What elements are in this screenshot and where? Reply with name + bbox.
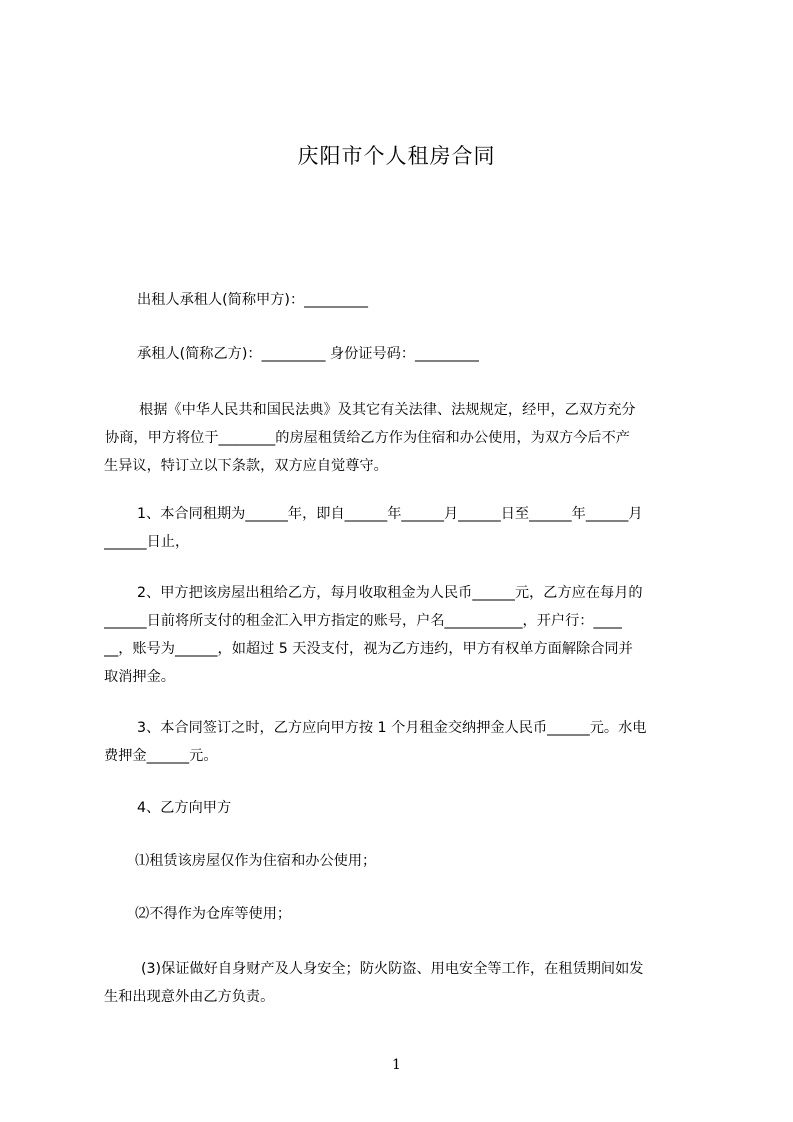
preamble-line: 根据《中华人民共和国民法典》及其它有关法律、法规规定，经甲，乙双方充分 bbox=[139, 402, 636, 418]
lessor-text: 出租人承租人(简称甲方)：_________ bbox=[137, 292, 368, 308]
clause-4-item-2-text: ⑵不得作为仓库等使用； bbox=[135, 906, 292, 922]
clause-2-line: __，账号为______，如超过 5 天没支付，视为乙方违约，甲方有权单方面解除合同并 bbox=[104, 641, 633, 657]
preamble-line: 生异议，特订立以下条款，双方应自觉尊守。 bbox=[104, 458, 388, 474]
clause-4-item-2 bbox=[135, 900, 739, 928]
clause-2-line: 取消押金。 bbox=[104, 669, 175, 685]
document-title: 庆阳市个人租房合同 bbox=[297, 144, 496, 168]
clause-4-item-1-text: ⑴租赁该房屋仅作为住宿和办公使用； bbox=[135, 853, 377, 869]
preamble-paragraph bbox=[104, 396, 708, 480]
clause-4-heading bbox=[137, 794, 741, 822]
clause-3 bbox=[104, 714, 708, 770]
clause-1 bbox=[104, 500, 708, 556]
clause-1-line: 1、本合同租期为______年，即自______年______月______日至______年______月 bbox=[137, 506, 643, 522]
clause-4-item-3-line: (3)保证做好自身财产及人身安全；防火防盗、用电安全等工作，在租赁期间如发 bbox=[141, 961, 644, 977]
clause-2-line: ______日前将所支付的租金汇入甲方指定的账号，户名___________，开户行：____ bbox=[104, 613, 622, 629]
clause-4-item-3-line: 生和出现意外由乙方负责。 bbox=[104, 989, 275, 1005]
lessor-line bbox=[137, 286, 741, 314]
clause-3-line: 费押金______元。 bbox=[104, 748, 218, 764]
preamble-line: 协商，甲方将位于________的房屋租赁给乙方作为住宿和办公使用，为双方今后不产 bbox=[105, 430, 630, 446]
clause-4-item-1 bbox=[135, 847, 739, 875]
clause-2 bbox=[104, 579, 708, 691]
clause-4-item-3 bbox=[104, 955, 708, 1011]
page-number: 1 bbox=[392, 1057, 401, 1073]
lessee-text: 承租人(简称乙方)：_________ 身份证号码：_________ bbox=[137, 346, 479, 362]
clause-2-line: 2、甲方把该房屋出租给乙方，每月收取租金为人民币______元，乙方应在每月的 bbox=[137, 585, 643, 601]
clause-1-line: ______日止， bbox=[104, 534, 190, 550]
clause-3-line: 3、本合同签订之时，乙方应向甲方按 1 个月租金交纳押金人民币______元。水电 bbox=[137, 720, 647, 736]
lessee-line bbox=[137, 340, 741, 368]
clause-4-heading-text: 4、乙方向甲方 bbox=[137, 800, 232, 816]
